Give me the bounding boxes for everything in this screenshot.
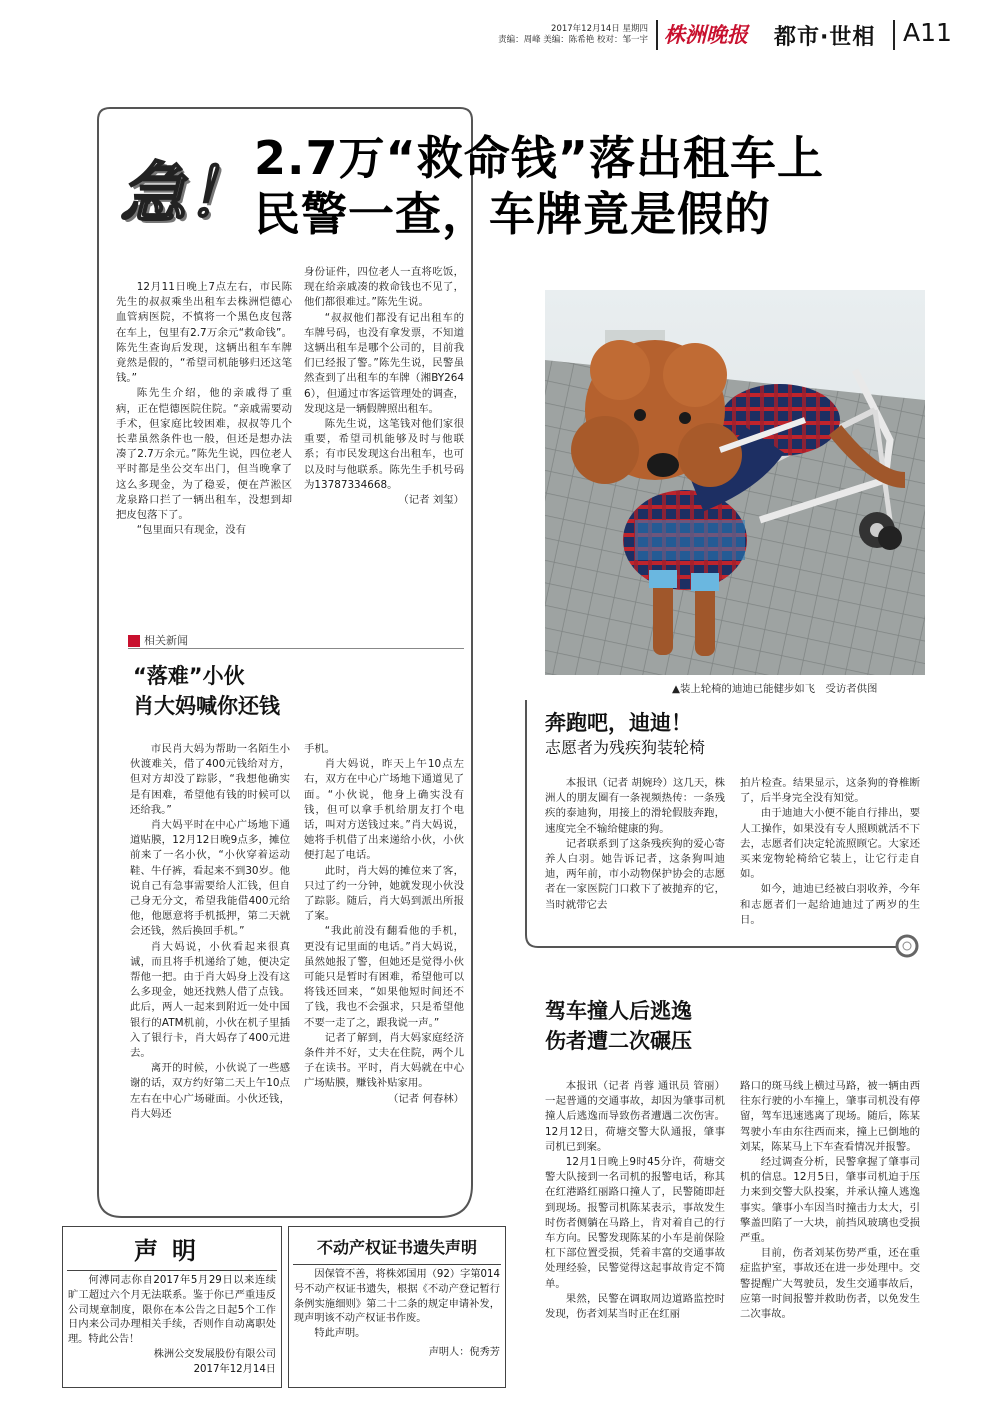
related-divider <box>128 648 464 649</box>
wheelchair-dog-illustration <box>545 290 925 675</box>
paragraph: 经过调查分析，民警拿握了肇事司机的信息。12月5日，肇事司机迫于压力来到交警大队投案，并承认撞人逃逸事实。肇事小车因当时撞击力太大，引擎盖凹陷了一大块，前挡风玻璃也受损严重。 <box>740 1156 920 1245</box>
paragraph: 果然，民警在调取周边道路监控时发现，伤者刘某当时正在红丽 <box>545 1292 725 1321</box>
paragraph: 由于迪迪大小便不能自行排出，要人工操作，如果没有专人照顾就活不下去，志愿者们决定轮流照顾它。大家还买来宠物轮椅给它装上，让它行走自如。 <box>740 807 920 881</box>
notice2-body <box>289 1265 505 1361</box>
notice-box-1 <box>62 1226 282 1388</box>
paragraph: 陈先生介绍，他的亲戚得了重病，正在恺德医院住院。“亲戚需要动手术，但家庭比较困难，叔叔等几个长辈虽然条件也一般，但还是想办法凑了2.7万余元。”陈先生说，四位老人平时都是坐公交车出门，但当晚拿了这么多现金，为了稳妥，便在芦淞区龙泉路口拦了一辆出租车，没想到却把皮包落下了。 <box>116 387 292 522</box>
paragraph: 本报讯（记者 胡婉玲）这几天，株洲人的朋友圈有一条视频热传：一条残疾的泰迪狗，用接上的滑轮假肢奔跑，速度完全不输给健康的狗。 <box>545 777 725 835</box>
paragraph: 本报讯（记者 肖蓉 通讯员 管丽）一起普通的交通事故，却因为肇事司机撞人后逃逸而导致伤者遭遇二次伤害。12月12日，荷塘交警大队通报，肇事司机已到案。 <box>545 1080 725 1153</box>
paragraph: 手机。 <box>304 743 336 755</box>
paragraph: 12月1日晚上9时45分许，荷塘交警大队接到一名司机的报警电话，称其在红港路红丽路口撞人了，民警随即赶到现场。报警司机陈某表示，事故发生时伤者侧躺在马路上，肯对着自己的行车方向。民警发现陈某的小车是前保险杠下部位置受损，凭着丰富的交通事故处理经验，民警觉得这起事故肯定不简单。 <box>545 1156 725 1290</box>
story2-headline <box>133 661 280 721</box>
story3-col2 <box>740 776 920 928</box>
paragraph: 拍片检查。结果显示，这条狗的脊椎断了，后半身完全没有知觉。 <box>740 777 920 805</box>
paragraph: 肖大妈平时在中心广场地下通道贴膜，12月12日晚9点多，摊位前来了一名小伙，“小伙穿着运动鞋、牛仔裤，看起来不到30岁。他说自己有急事需要给人汇钱，但自己身无分文，希望我能借400元给他，他愿意将手机抵押，第二天就会还钱，然后换回手机。” <box>130 819 290 938</box>
paragraph: 离开的时候，小伙说了一些感谢的话，双方约好第二天上午10点左右在中心广场碰面。小伙还钱，肖大妈还 <box>130 1062 290 1120</box>
story2-col1 <box>130 742 290 1122</box>
main-story-col2 <box>304 265 464 508</box>
story4-headline-line1: 驾车撞人后逃逸 <box>545 999 692 1023</box>
story2-col2 <box>304 742 464 1107</box>
story4-col2 <box>740 1079 920 1322</box>
notice1-issuer: 株洲公交发展股份有限公司 <box>153 1348 276 1360</box>
editor-credits: 责编：周峰 美编：陈希艳 校对：邹一宇 <box>498 35 648 45</box>
story3-headline: 奔跑吧，迪迪！ <box>545 711 692 735</box>
paragraph: 记者了解到，肖大妈家庭经济条件并不好，丈夫在住院，两个儿子在读书。平时，肖大妈就在中心广场贴膜，赚钱补贴家用。 <box>304 1031 464 1090</box>
paragraph: 路口的斑马线上横过马路，被一辆由西往东行驶的小车撞上，肇事司机没有停留，驾车迅速逃离了现场。随后，陈某驾驶小车由东往西而来，撞上已倒地的刘某，陈某马上下车查看情况并报警。 <box>740 1080 920 1153</box>
notice2-title: 不动产权证书遗失声明 <box>316 1238 477 1257</box>
story2-headline-line2: 肖大妈喊你还钱 <box>133 694 280 718</box>
paragraph: “包里面只有现金，没有 <box>136 524 247 537</box>
story3-deck: 志愿者为残疾狗装轮椅 <box>545 738 706 757</box>
paragraph: 市民肖大妈为帮助一名陌生小伙渡难关，借了400元钱给对方，但对方却没了踪影，“我想他确实是有困难，希望他有钱的时候可以还给我。” <box>130 743 290 816</box>
paragraph: “叔叔他们都没有记出租车的车牌号码，也没有拿发票，不知道这辆出租车是哪个公司的，目前我们已经报了警。”陈先生说，民警虽然查到了出租车的车牌（湘BY2646），但通过市客运管理处的调查，发现这是一辆假牌照出租车。 <box>304 311 464 415</box>
story4-headline-line2: 伤者遭二次碾压 <box>545 1029 692 1053</box>
section-name: 都市·世相 <box>774 25 876 50</box>
notice1-body <box>63 1271 281 1378</box>
paragraph: 肖大妈说，小伙看起来很真诚，而且将手机递给了她，便决定帮他一把。由于肖大妈身上没有这么多现金，她还找熟人借了点钱。此后，两人一起来到附近一处中国银行的ATM机前，小伙在机子里插入了银行卡，肖大妈存了400元进去。 <box>130 940 290 1060</box>
byline: （记者 刘玺） <box>398 494 464 507</box>
story3-col1 <box>545 776 725 913</box>
paragraph: 肖大妈说，昨天上午10点左右，双方在中心广场地下通道见了面。“小伙说，他身上确实没有钱，但可以拿手机给朋友打个电话，叫对方送钱过来。”肖大妈说，她将手机借了出来递给小伙，小伙便打起了电话。 <box>304 758 464 862</box>
newspaper-logo: 株洲晚报 <box>664 22 748 47</box>
paragraph: 目前，伤者刘某伤势严重，还在重症监护室，事故还在进一步处理中。交警提醒广大驾驶员，发生交通事故后，应第一时间报警并救助伤者，以免发生二次事故。 <box>740 1247 920 1321</box>
paragraph: 12月11日晚上7点左右，市民陈先生的叔叔乘坐出租车去株洲恺德心血管病医院，不慎将一个黑色皮包落在车上，包里有2.7万余元“救命钱”。陈先生查询后发现，这辆出租车车牌竟然是假的，“希望司机能够归还这笔钱。” <box>116 281 292 385</box>
related-news-label: 相关新闻 <box>128 632 188 648</box>
issue-date: 2017年12月14日 星期四 <box>551 24 648 34</box>
notice2-text: 因保管不善，将株郊国用（92）字第014号不动产权证书遗失，根据《不动产登记暂行条例实施细则》第二十二条的规定申请补发，现声明该不动产权证书作废。 <box>294 1269 500 1325</box>
paragraph: “我此前没有翻看他的手机，更没有记里面的电话。”肖大妈说，虽然她报了警，但她还是觉得小伙可能只是暂时有困难，希望他可以将钱还回来，“如果他短时间还不了钱，我也不会强求，只是希望他不要一走了之，跟我说一声。” <box>304 925 464 1029</box>
notice1-title: 声明 <box>134 1237 210 1265</box>
main-story-col1 <box>116 280 292 538</box>
dog-photo <box>545 290 925 675</box>
kicker-urgent: 急！ <box>120 154 252 232</box>
notice2-signer: 声明人：倪秀芳 <box>428 1346 500 1358</box>
photo-caption: ▲装上轮椅的迪迪已能健步如飞 受访者供图 <box>672 683 878 695</box>
story4-headline <box>545 996 692 1056</box>
notice2-closing: 特此声明。 <box>314 1328 366 1340</box>
notice-box-2 <box>288 1226 506 1388</box>
main-headline <box>254 130 974 242</box>
notice1-text: 何溥同志你自2017年5月29日以来连续旷工超过六个月无法联系。鉴于你已严重违反公司规章制度，限你在本公告之日起5个工作日内来公司办理相关手续，否则作自动离职处理。特此公告！ <box>68 1275 276 1346</box>
story4-col1 <box>545 1079 725 1322</box>
notice1-date: 2017年12月14日 <box>193 1363 276 1375</box>
paragraph: 记者联系到了这条残疾狗的爱心寄养人白羽。她告诉记者，这条狗叫迪迪，两年前，市小动物保护协会的志愿者在一家医院门口救下了被抛弃的它，当时就带它去 <box>545 837 725 911</box>
paragraph: 此时，肖大妈的摊位来了客，只过了约一分钟，她就发现小伙没了踪影。随后，肖大妈到派出所报了案。 <box>304 864 464 923</box>
story2-headline-line1: “落难”小伙 <box>133 664 245 688</box>
main-headline-line1: 2.7万“救命钱”落出租车上 <box>254 131 824 185</box>
paragraph: 身份证件，四位老人一直将吃饭，现在给亲戚凑的救命钱也不见了，他们都很难过。”陈先生说。 <box>304 266 464 309</box>
main-headline-line2: 民警一查，车牌竟是假的 <box>254 187 771 241</box>
paragraph: 陈先生说，这笔钱对他们家很重要，希望司机能够及时与他联系；有市民发现这台出租车，也可以及时与他联系。陈先生手机号码为13787334668。 <box>304 418 464 491</box>
byline: （记者 何春林） <box>387 1092 464 1105</box>
arrow-icon <box>128 635 140 647</box>
page-number: A11 <box>903 18 952 47</box>
paragraph: 如今，迪迪已经被白羽收养，今年和志愿者们一起给迪迪过了两岁的生日。 <box>740 883 920 926</box>
